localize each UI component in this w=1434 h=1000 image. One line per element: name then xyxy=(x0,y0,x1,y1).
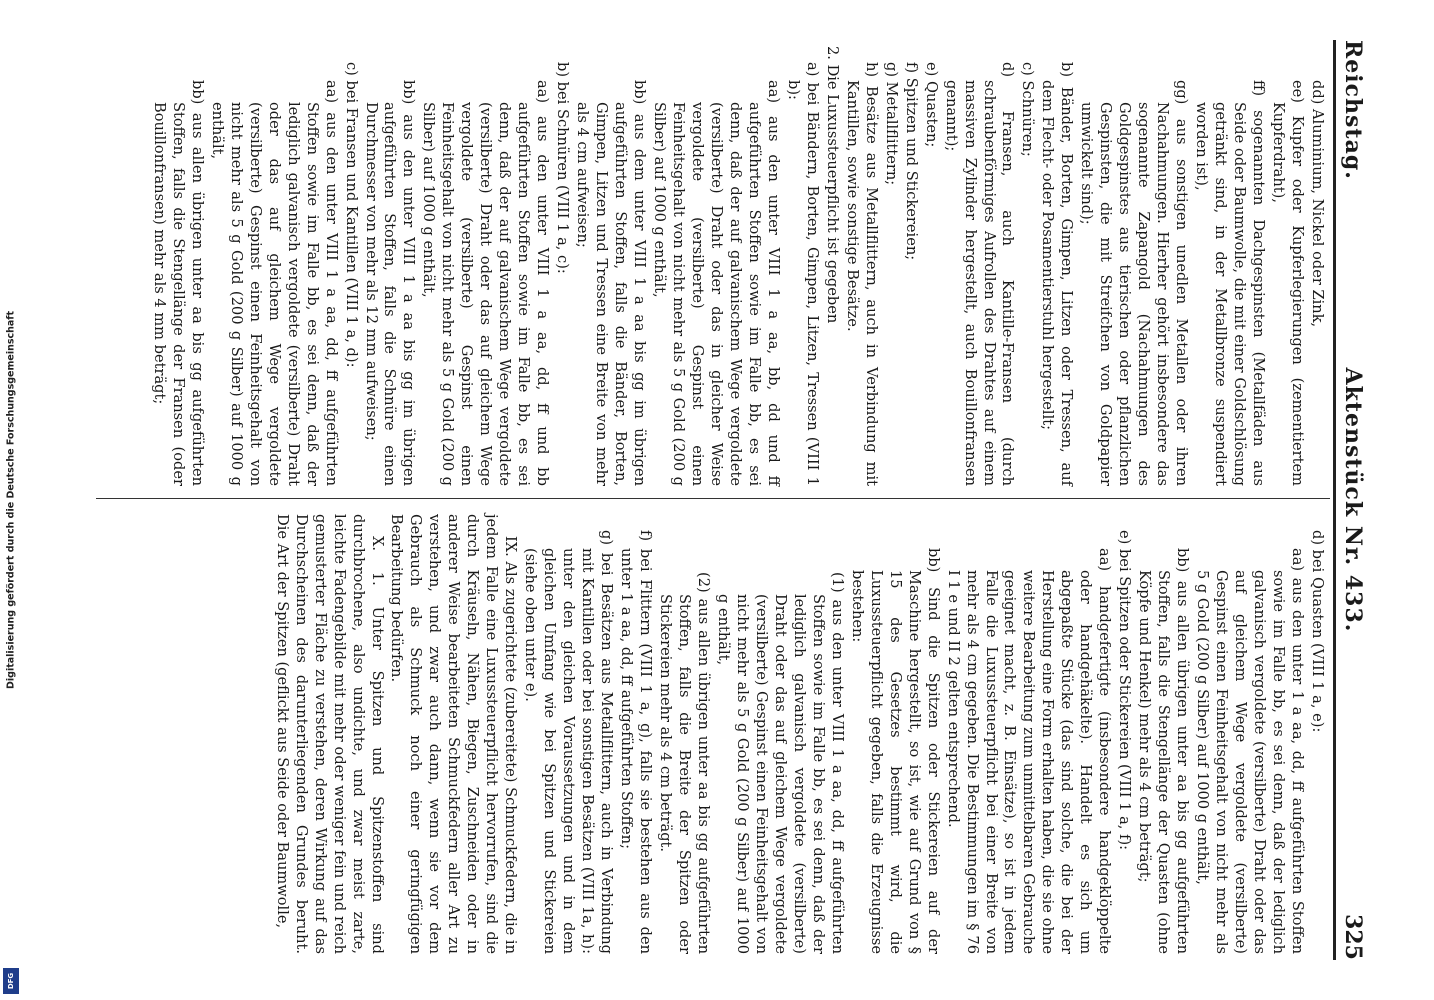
paragraph: ff) sogenannten Dachgespinsten (Metallfäden aus Seide oder Baumwolle, die mit einer Goldschlösung getränkt sind, in der Metallbronze suspendiert worden ist), xyxy=(1193,80,1268,486)
paragraph: f) Spitzen und Stickereien; xyxy=(902,62,920,261)
paragraph: bb) aus den unter VIII 1 a aa bis gg im übrigen aufgeführten Stoffen, falls die Schnüre einen Durchmesser von mehr als 12 mm aufweisen; xyxy=(362,80,418,486)
paragraph: bb) aus dem unter VIII 1 a aa bis gg im übrigen aufgeführten Stoffen, falls die Bänder, Borten, Gimpen, Litzen und Tressen eine Breite von mehr als 4 cm aufweisen; xyxy=(574,80,649,486)
paragraph: g) bei Besätzen aus Metallflittern, auch in Verbindung mit Kantillen oder bei sonstigen Besätzen (VIII 1a, h): unter den gleichen Voraussetzungen und in dem gleichen Umfang wie bei Spitzen und Stickereien (siehe oben unter e). xyxy=(522,530,616,954)
paragraph: e) Quasten; xyxy=(922,62,940,148)
paragraph: aa) aus den unter VIII 1 a aa, bb, dd und ff aufgeführten Stoffen sowie im Falle bb, es sei denn, daß der auf galvanischem Wege vergoldete (versilberte) Draht oder das in gleicher Weise vergoldete (versilberte) Gespinst einen Feinheitsgehalt von nicht mehr als 5 g Gold (200 g Silber) auf 1000 g enthält, xyxy=(651,80,782,486)
paragraph: b) bei Schnüren (VIII 1 a, c): xyxy=(554,62,572,274)
dfg-logo-icon: DFG xyxy=(3,968,19,994)
paragraph: bb) Sind die Spitzen oder Stickereien auf der Maschine hergestellt, so ist, wie auf Grund von § 15 des Gesetzes bestimmt wird, die Luxussteuerpflicht gegeben, falls die Erzeugnisse bestehen: xyxy=(848,548,942,954)
header-title: Aktenstück Nr. 433. xyxy=(1340,367,1366,633)
header-left: Reichstag. xyxy=(1340,40,1366,180)
header-rule xyxy=(1333,40,1336,960)
paragraph: c) bei Fransen und Kantillen (VIII 1 a, d): xyxy=(342,62,360,368)
paragraph: (2) aus allen übrigen unter aa bis gg aufgeführten Stoffen, falls die Breite der Spitzen oder Stickereien mehr als 4 cm beträgt. xyxy=(657,572,712,954)
paragraph: X. 1. Unter Spitzen und Spitzenstoffen sind durchbrochene, also undichte, und zwar meist zarte, leichte Fadengebilde mit mehr oder weniger fein und reich gemusterter Fläche zu verstehen, deren Wirkung auf das Durchscheinen des darunterliegenden Grundes beruht. Die Art der Spitzen (geflickt aus Seide oder Baumwolle, xyxy=(273,514,386,954)
paragraph: a) bei Bändern, Borten, Gimpen, Litzen, Tressen (VIII 1 b): xyxy=(784,62,821,486)
paragraph: dd) Aluminium, Nickel oder Zink, xyxy=(1309,80,1326,328)
paragraph: bb) aus allen übrigen unter aa bis gg aufgeführten Stoffen, falls die Stengellänge der Fransen (oder Bouillonfransen) mehr als 4 mm beträgt; xyxy=(150,80,206,486)
paragraph: c) Schnüren; xyxy=(1019,62,1037,157)
paragraph: d) Fransen, auch Kantille-Fransen (durch schraubenförmiges Aufrollen des Drahtes auf einem massiven Zylinder hergestellt, auch Bouillonfransen genannt); xyxy=(942,62,1017,486)
paragraph: e) bei Spitzen oder Stickereien (VIII 1 a, f): xyxy=(1116,530,1134,851)
paragraph: aa) aus den unter 1 a aa, dd, ff aufgeführten Stoffen sowie im Falle bb, es sei denn, daß der lediglich galvanisch vergoldete (versilberte) Draht oder das auf gleichem Wege vergoldete (versilberte) Gespinst einen Feinheitsgehalt von nicht mehr als 5 g Gold (200 g Silber) auf 1000 g enthält, xyxy=(1194,548,1307,954)
column-divider xyxy=(96,498,1330,499)
paragraph: b) Bänder, Borten, Gimpen, Litzen oder Tressen, auf dem Flecht- oder Posamentierstuhl hergestellt; xyxy=(1039,62,1076,486)
paragraph: ee) Kupfer oder Kupferlegierungen (zementiertem Kupferdraht), xyxy=(1270,80,1307,486)
document-page xyxy=(90,40,1370,960)
paragraph: IX. Als zugerichtete (zubereitete) Schmuckfedern, die in jedem Falle eine Luxussteuerpflicht hervorrufen, sind die durch Kräuseln, Nähen, Biegen, Zuschneiden oder in anderer Weise bearbeiteten Schmuckfedern aller Art zu verstehen, und zwar auch dann, wenn sie vor dem Gebrauch als Schmuck noch einer geringfügigen Bearbeitung bedürfen. xyxy=(388,514,520,954)
page-number: 325 xyxy=(1340,914,1366,960)
paragraph: aa) handgefertigte (insbesondere handgeklöppelte oder handgehäkelte). Handelt es sich um abgepaßte Stücke (das sind solche, die bei der Herstellung eine Form erhalten haben, die sie ohne weitere Bearbeitung zum unmittelbaren Gebrauche geeignet macht, z. B. Einsätze), so ist in jedem Falle die Luxussteuerpflicht bei einer Breite von mehr als 4 cm gegeben. Die Bestimmungen im § 76 I 1 e und II 2 gelten entsprechend. xyxy=(944,548,1114,954)
paragraph: gg) aus sonstigen unedlen Metallen oder ihren Nachahmungen. Hierher gehört insbesondere das sogenannte Zapangold (Nachahmungen des Goldgespinstes aus tierischen oder pflanzlichen Gespinsten, die mit Streifchen von Goldpapier umwickelt sind); xyxy=(1078,80,1191,486)
page-header xyxy=(1334,40,1370,960)
paragraph: (1) aus den unter VIII 1 a aa, dd, ff aufgeführten Stoffen sowie im Falle bb, es sei denn, daß der lediglich galvanisch vergoldete (versilberte) Draht oder das auf gleichem Wege vergoldete (versilberte) Gespinst einen Feinheitsgehalt von nicht mehr als 5 g Gold (200 g Silber) auf 1000 g enthält, xyxy=(714,572,846,954)
paragraph: g) Metallflittern; xyxy=(882,62,900,186)
paragraph: d) bei Quasten (VIII 1 a, e): xyxy=(1309,530,1326,733)
paragraph: aa) aus den unter VIII 1 a aa, dd, ff und bb aufgeführten Stoffen sowie im Falle bb, es sei denn, daß der auf galvanischem Wege vergoldete (versilberte) Draht oder das auf gleichem Wege vergoldete (versilberte) Gespinst einen Feinheitsgehalt von nicht mehr als 5 g Gold (200 g Silber) auf 1000 g enthält, xyxy=(420,80,552,486)
paragraph: aa) aus den unter VIII 1 a aa, dd, ff aufgeführten Stoffen sowie im Falle bb, es sei denn, daß der lediglich galvanisch vergoldete (versilberte) Draht oder das auf gleichem Wege vergoldete (versilberte) Gespinst einen Feinheitsgehalt von nicht mehr als 5 g Gold (200 g Silber) auf 1000 g enthält, xyxy=(208,80,340,486)
paragraph: bb) aus allen übrigen unter aa bis gg aufgeführten Stoffen, falls die Stengellänge der Quasten (ohne Köpfe und Henkel) mehr als 4 cm beträgt; xyxy=(1136,548,1192,954)
right-column xyxy=(96,514,1326,954)
dfg-credit-strip xyxy=(0,0,22,1000)
left-column xyxy=(96,46,1326,486)
paragraph: 2. Die Luxussteuerpflicht ist gegeben xyxy=(823,46,841,324)
paragraph: f) bei Flittern (VIII 1 a, g), falls sie bestehen aus den unter 1 a aa, dd, ff aufgeführten Stoffen; xyxy=(618,530,655,954)
dfg-credit-text: Digitalisierung gefördert durch die Deutsche Forschungsgemeinschaft xyxy=(5,311,17,689)
paragraph: h) Besätze aus Metallflittern, auch in Verbindung mit Kantillen, sowie sonstige Besätze. xyxy=(843,62,880,486)
